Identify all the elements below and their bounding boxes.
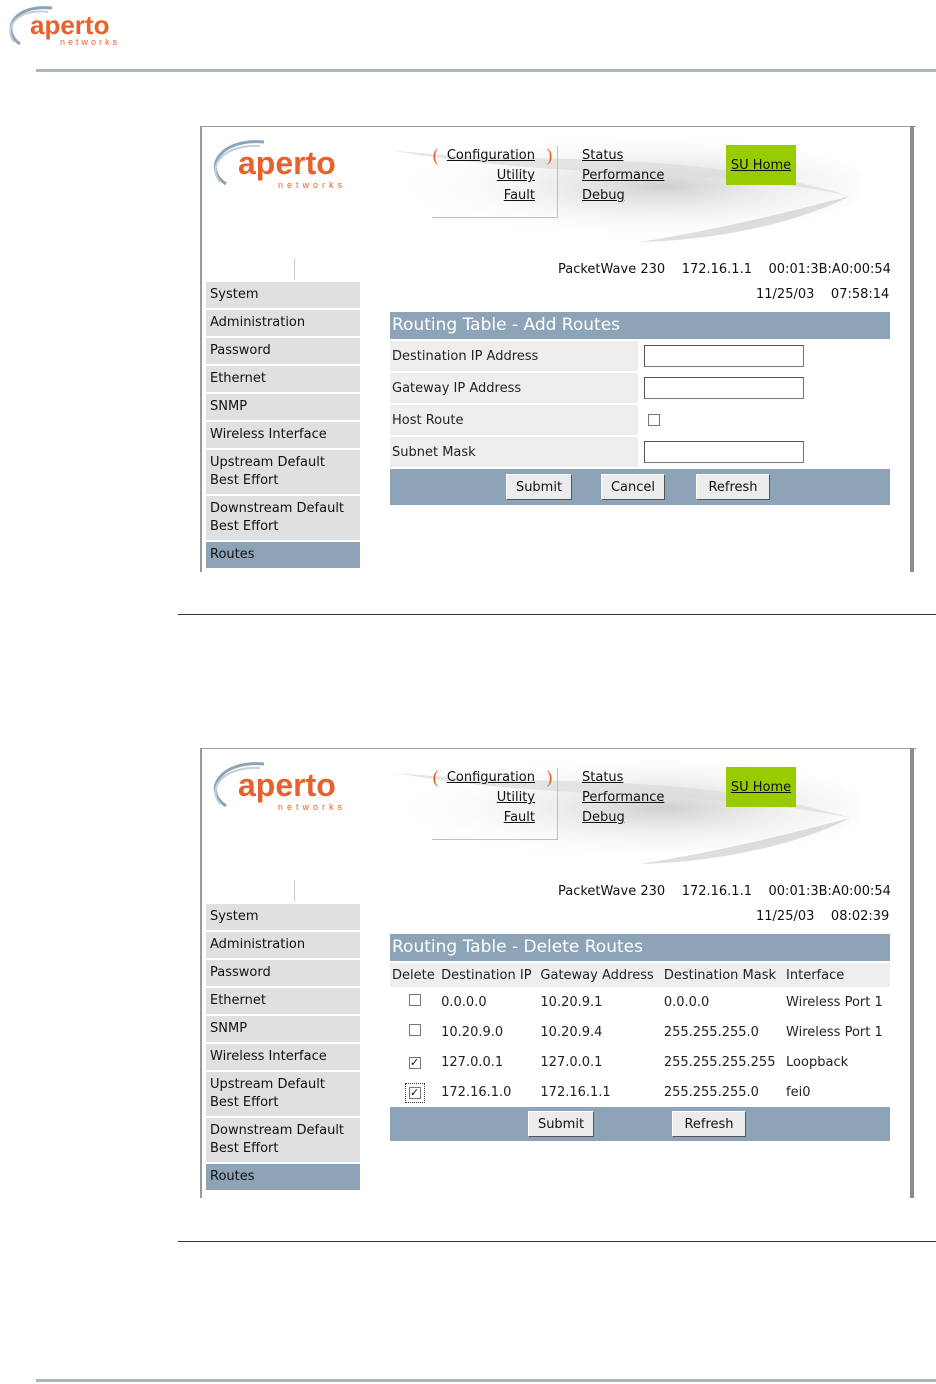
- datetime: [756, 287, 889, 302]
- device-model: PacketWave 230: [558, 884, 666, 899]
- delete-routes-screenshot: [200, 748, 916, 1198]
- mask-cell: 255.255.255.255: [663, 1054, 776, 1070]
- nav-configuration[interactable]: Configuration: [446, 770, 535, 785]
- logo-sub: networks: [278, 802, 347, 812]
- sidebar-item-downstream-default[interactable]: Downstream Default Best Effort: [206, 1118, 360, 1164]
- figure-rule: [178, 614, 936, 615]
- destination-ip-cell: 0.0.0.0: [441, 994, 487, 1010]
- figure-rule: [178, 1241, 936, 1242]
- mask-cell: 255.255.255.0: [663, 1024, 759, 1040]
- nav-fault[interactable]: Fault: [503, 810, 535, 825]
- interface-cell: Loopback: [786, 1054, 849, 1070]
- sidebar-item-upstream-default[interactable]: Upstream Default Best Effort: [206, 1072, 360, 1118]
- field-label: Gateway IP Address: [390, 373, 638, 403]
- time: 08:02:39: [830, 909, 890, 924]
- interface-cell: fei0: [786, 1084, 811, 1100]
- sidebar-item-upstream-default[interactable]: Upstream Default Best Effort: [206, 450, 360, 496]
- app-logo: [204, 134, 370, 194]
- date: 11/25/03: [756, 287, 815, 302]
- sidebar-item-wireless-interface[interactable]: Wireless Interface: [206, 1044, 360, 1072]
- sidebar-item-ethernet[interactable]: Ethernet: [206, 988, 360, 1016]
- nav-fault[interactable]: Fault: [503, 188, 535, 203]
- sidebar: [206, 282, 360, 570]
- su-home-button[interactable]: SU Home: [726, 767, 796, 807]
- sidebar-item-wireless-interface[interactable]: Wireless Interface: [206, 422, 360, 450]
- nav-performance[interactable]: Performance: [582, 168, 665, 183]
- routes-table: [390, 963, 890, 1107]
- column-header-interface: Interface: [784, 963, 890, 987]
- sidebar-item-administration[interactable]: Administration: [206, 932, 360, 960]
- sidebar-item-routes[interactable]: Routes: [206, 1164, 360, 1192]
- gateway-ip-input[interactable]: [644, 377, 804, 399]
- sidebar: [206, 904, 360, 1192]
- cancel-button[interactable]: Cancel: [601, 474, 665, 500]
- mask-cell: 255.255.255.0: [663, 1084, 759, 1100]
- device-model: PacketWave 230: [558, 262, 666, 277]
- app-logo: [204, 756, 370, 816]
- nav-status[interactable]: Status: [582, 770, 624, 785]
- delete-checkbox[interactable]: [409, 1024, 421, 1036]
- field-label: Subnet Mask: [390, 437, 638, 467]
- device-info: [558, 262, 891, 277]
- delete-checkbox[interactable]: [409, 994, 421, 1006]
- nav-performance[interactable]: Performance: [582, 790, 665, 805]
- page-logo: [0, 0, 140, 56]
- sidebar-item-ethernet[interactable]: Ethernet: [206, 366, 360, 394]
- form-row-host-route: [390, 405, 890, 437]
- form-row-subnet-mask: [390, 437, 890, 469]
- logo-sub: networks: [278, 180, 347, 190]
- delete-checkbox[interactable]: ✓: [409, 1055, 420, 1069]
- device-info: [558, 884, 891, 899]
- sidebar-item-system[interactable]: System: [206, 282, 360, 310]
- nav-status[interactable]: Status: [582, 148, 624, 163]
- nav-debug[interactable]: Debug: [582, 810, 625, 825]
- table-header-row: [390, 963, 890, 987]
- sidebar-item-downstream-default[interactable]: Downstream Default Best Effort: [206, 496, 360, 542]
- field-label: Destination IP Address: [390, 341, 638, 371]
- device-ip: 172.16.1.1: [681, 884, 752, 899]
- datetime: [756, 909, 889, 924]
- column-header-destination-ip: Destination IP: [439, 963, 538, 987]
- interface-cell: Wireless Port 1: [786, 1024, 883, 1040]
- field-label: Host Route: [390, 405, 638, 435]
- destination-ip-input[interactable]: [644, 345, 804, 367]
- aperto-logo-icon: [0, 0, 140, 56]
- aperto-logo-icon: [204, 134, 370, 194]
- logo-word: aperto: [30, 10, 110, 40]
- paren-right-icon: ): [545, 768, 553, 789]
- su-home-button[interactable]: SU Home: [726, 145, 796, 185]
- sidebar-item-snmp[interactable]: SNMP: [206, 1016, 360, 1044]
- button-bar: [390, 469, 890, 505]
- refresh-button[interactable]: Refresh: [672, 1111, 746, 1137]
- table-row: [390, 1017, 890, 1047]
- gateway-cell: 10.20.9.4: [540, 1024, 603, 1040]
- sidebar-item-routes[interactable]: Routes: [206, 542, 360, 570]
- delete-checkbox[interactable]: ✓: [409, 1085, 420, 1099]
- form-row-gateway-ip: [390, 373, 890, 405]
- delete-routes-panel: [390, 934, 890, 1141]
- destination-ip-cell: 127.0.0.1: [441, 1054, 504, 1070]
- nav-group-left: [432, 768, 558, 840]
- sidebar-item-administration[interactable]: Administration: [206, 310, 360, 338]
- paren-left-icon: (: [432, 768, 440, 789]
- time: 07:58:14: [830, 287, 890, 302]
- logo-word: aperto: [238, 767, 336, 803]
- gateway-cell: 127.0.0.1: [540, 1054, 603, 1070]
- aperto-logo-icon: [204, 756, 370, 816]
- add-routes-panel: [390, 312, 890, 505]
- nav-utility[interactable]: Utility: [496, 790, 535, 805]
- device-ip: 172.16.1.1: [681, 262, 752, 277]
- add-routes-screenshot: [200, 126, 916, 572]
- sidebar-item-snmp[interactable]: SNMP: [206, 394, 360, 422]
- logo-word: aperto: [238, 145, 336, 181]
- nav-debug[interactable]: Debug: [582, 188, 625, 203]
- interface-cell: Wireless Port 1: [786, 994, 883, 1010]
- sidebar-item-system[interactable]: System: [206, 904, 360, 932]
- column-header-gateway: Gateway Address: [538, 963, 661, 987]
- form-row-destination-ip: [390, 341, 890, 373]
- mask-cell: 0.0.0.0: [663, 994, 710, 1010]
- gateway-cell: 172.16.1.1: [540, 1084, 611, 1100]
- nav-utility[interactable]: Utility: [496, 168, 535, 183]
- logo-sub: networks: [60, 37, 121, 47]
- panel-title: Routing Table - Add Routes: [390, 312, 890, 339]
- device-mac: 00:01:3B:A0:00:54: [768, 884, 891, 899]
- paren-right-icon: ): [545, 146, 553, 167]
- host-route-checkbox[interactable]: [648, 414, 660, 426]
- column-header-mask: Destination Mask: [662, 963, 784, 987]
- panel-title: Routing Table - Delete Routes: [390, 934, 890, 961]
- button-bar: [390, 1107, 890, 1141]
- destination-ip-cell: 10.20.9.0: [441, 1024, 504, 1040]
- table-row: [390, 1047, 890, 1077]
- nav-group-left: [432, 146, 558, 218]
- page-bottom-rule: [36, 1379, 936, 1382]
- table-row: [390, 1077, 890, 1107]
- destination-ip-cell: 172.16.1.0: [441, 1084, 512, 1100]
- refresh-button[interactable]: Refresh: [696, 474, 770, 500]
- submit-button[interactable]: Submit: [528, 1111, 594, 1137]
- table-row: [390, 987, 890, 1017]
- subnet-mask-input[interactable]: [644, 441, 804, 463]
- sidebar-item-password[interactable]: Password: [206, 960, 360, 988]
- nav-configuration[interactable]: Configuration: [446, 148, 535, 163]
- column-header-delete: Delete: [390, 963, 439, 987]
- page-top-rule: [36, 69, 936, 72]
- paren-left-icon: (: [432, 146, 440, 167]
- device-mac: 00:01:3B:A0:00:54: [768, 262, 891, 277]
- sidebar-item-password[interactable]: Password: [206, 338, 360, 366]
- submit-button[interactable]: Submit: [506, 474, 572, 500]
- gateway-cell: 10.20.9.1: [540, 994, 603, 1010]
- date: 11/25/03: [756, 909, 815, 924]
